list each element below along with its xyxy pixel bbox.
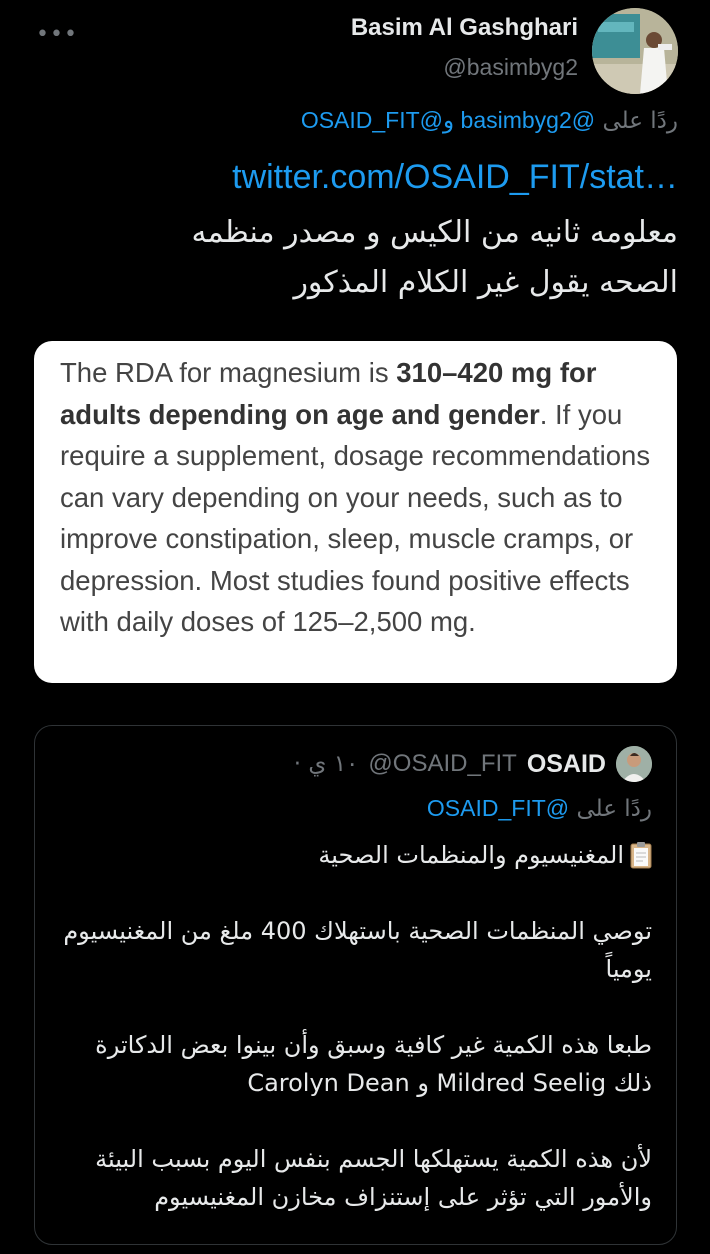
quoted-body — [52, 836, 652, 1254]
quoted-paragraph: لأن هذه الكمية يستهلكها الجسم بنفس اليوم بسبب البيئة والأمور التي تؤثر على إستنزاف مخازن المغنيسيوم — [95, 1145, 652, 1211]
reply-prefix: ردًا على — [602, 108, 678, 134]
quoted-reply-context — [427, 795, 652, 822]
image-text-lead: The RDA for magnesium is — [60, 357, 397, 388]
tweet-author[interactable] — [351, 14, 578, 81]
quoted-time[interactable]: · ١٠ ي — [293, 751, 359, 777]
tweet-text-line: الصحه يقول غير الكلام المذكور — [293, 265, 678, 300]
quoted-paragraph: توصي المنظمات الصحية باستهلاك 400 ملغ من المغنيسيوم يومياً — [63, 917, 652, 983]
tweet-image[interactable] — [34, 341, 677, 683]
quoted-avatar[interactable] — [616, 746, 652, 782]
reply-context — [301, 107, 678, 134]
tweet-link[interactable]: twitter.com/OSAID_FIT/stat… — [232, 158, 678, 196]
image-text — [60, 352, 651, 643]
image-text-bold: 310–420 mg for adults depending on age and gender — [60, 357, 597, 430]
reply-mentions-link[interactable]: @basimbyg2 و@OSAID_FIT — [300, 107, 596, 133]
image-text-rest: . If you require a supplement, dosage recommendations can vary depending on your needs, such as to improve constipation, sleep, muscle cramps, or depression. Most studies found positive effects with daily doses of 125–2,500 mg. — [60, 398, 651, 637]
quoted-name[interactable]: OSAID — [526, 749, 606, 778]
tweet-text — [58, 208, 678, 308]
quoted-tweet-header — [294, 746, 652, 782]
quoted-reply-prefix: ردًا على — [576, 796, 652, 822]
author-avatar[interactable] — [592, 8, 678, 94]
quoted-heading — [52, 836, 652, 874]
more-options-icon[interactable]: ••• — [36, 22, 78, 47]
quoted-paragraph: طبعا هذه الكمية غير كافية وسبق وأن بينوا بعض الدكاترة ذلك Mildred Seelig و Carolyn Dean — [95, 1031, 652, 1097]
author-handle[interactable]: @basimbyg2 — [443, 54, 578, 80]
quoted-handle[interactable]: @OSAID_FIT — [368, 750, 517, 777]
author-name[interactable]: Basim Al Gashghari — [350, 14, 578, 41]
tweet-text-line: معلومه ثانيه من الكيس و مصدر منظمه — [191, 215, 678, 250]
quoted-heading-text: المغنيسيوم والمنظمات الصحية — [318, 841, 624, 869]
quoted-tweet[interactable] — [34, 725, 677, 1245]
quoted-reply-mention-link[interactable]: @OSAID_FIT — [426, 795, 570, 821]
clipboard-icon — [630, 841, 652, 869]
